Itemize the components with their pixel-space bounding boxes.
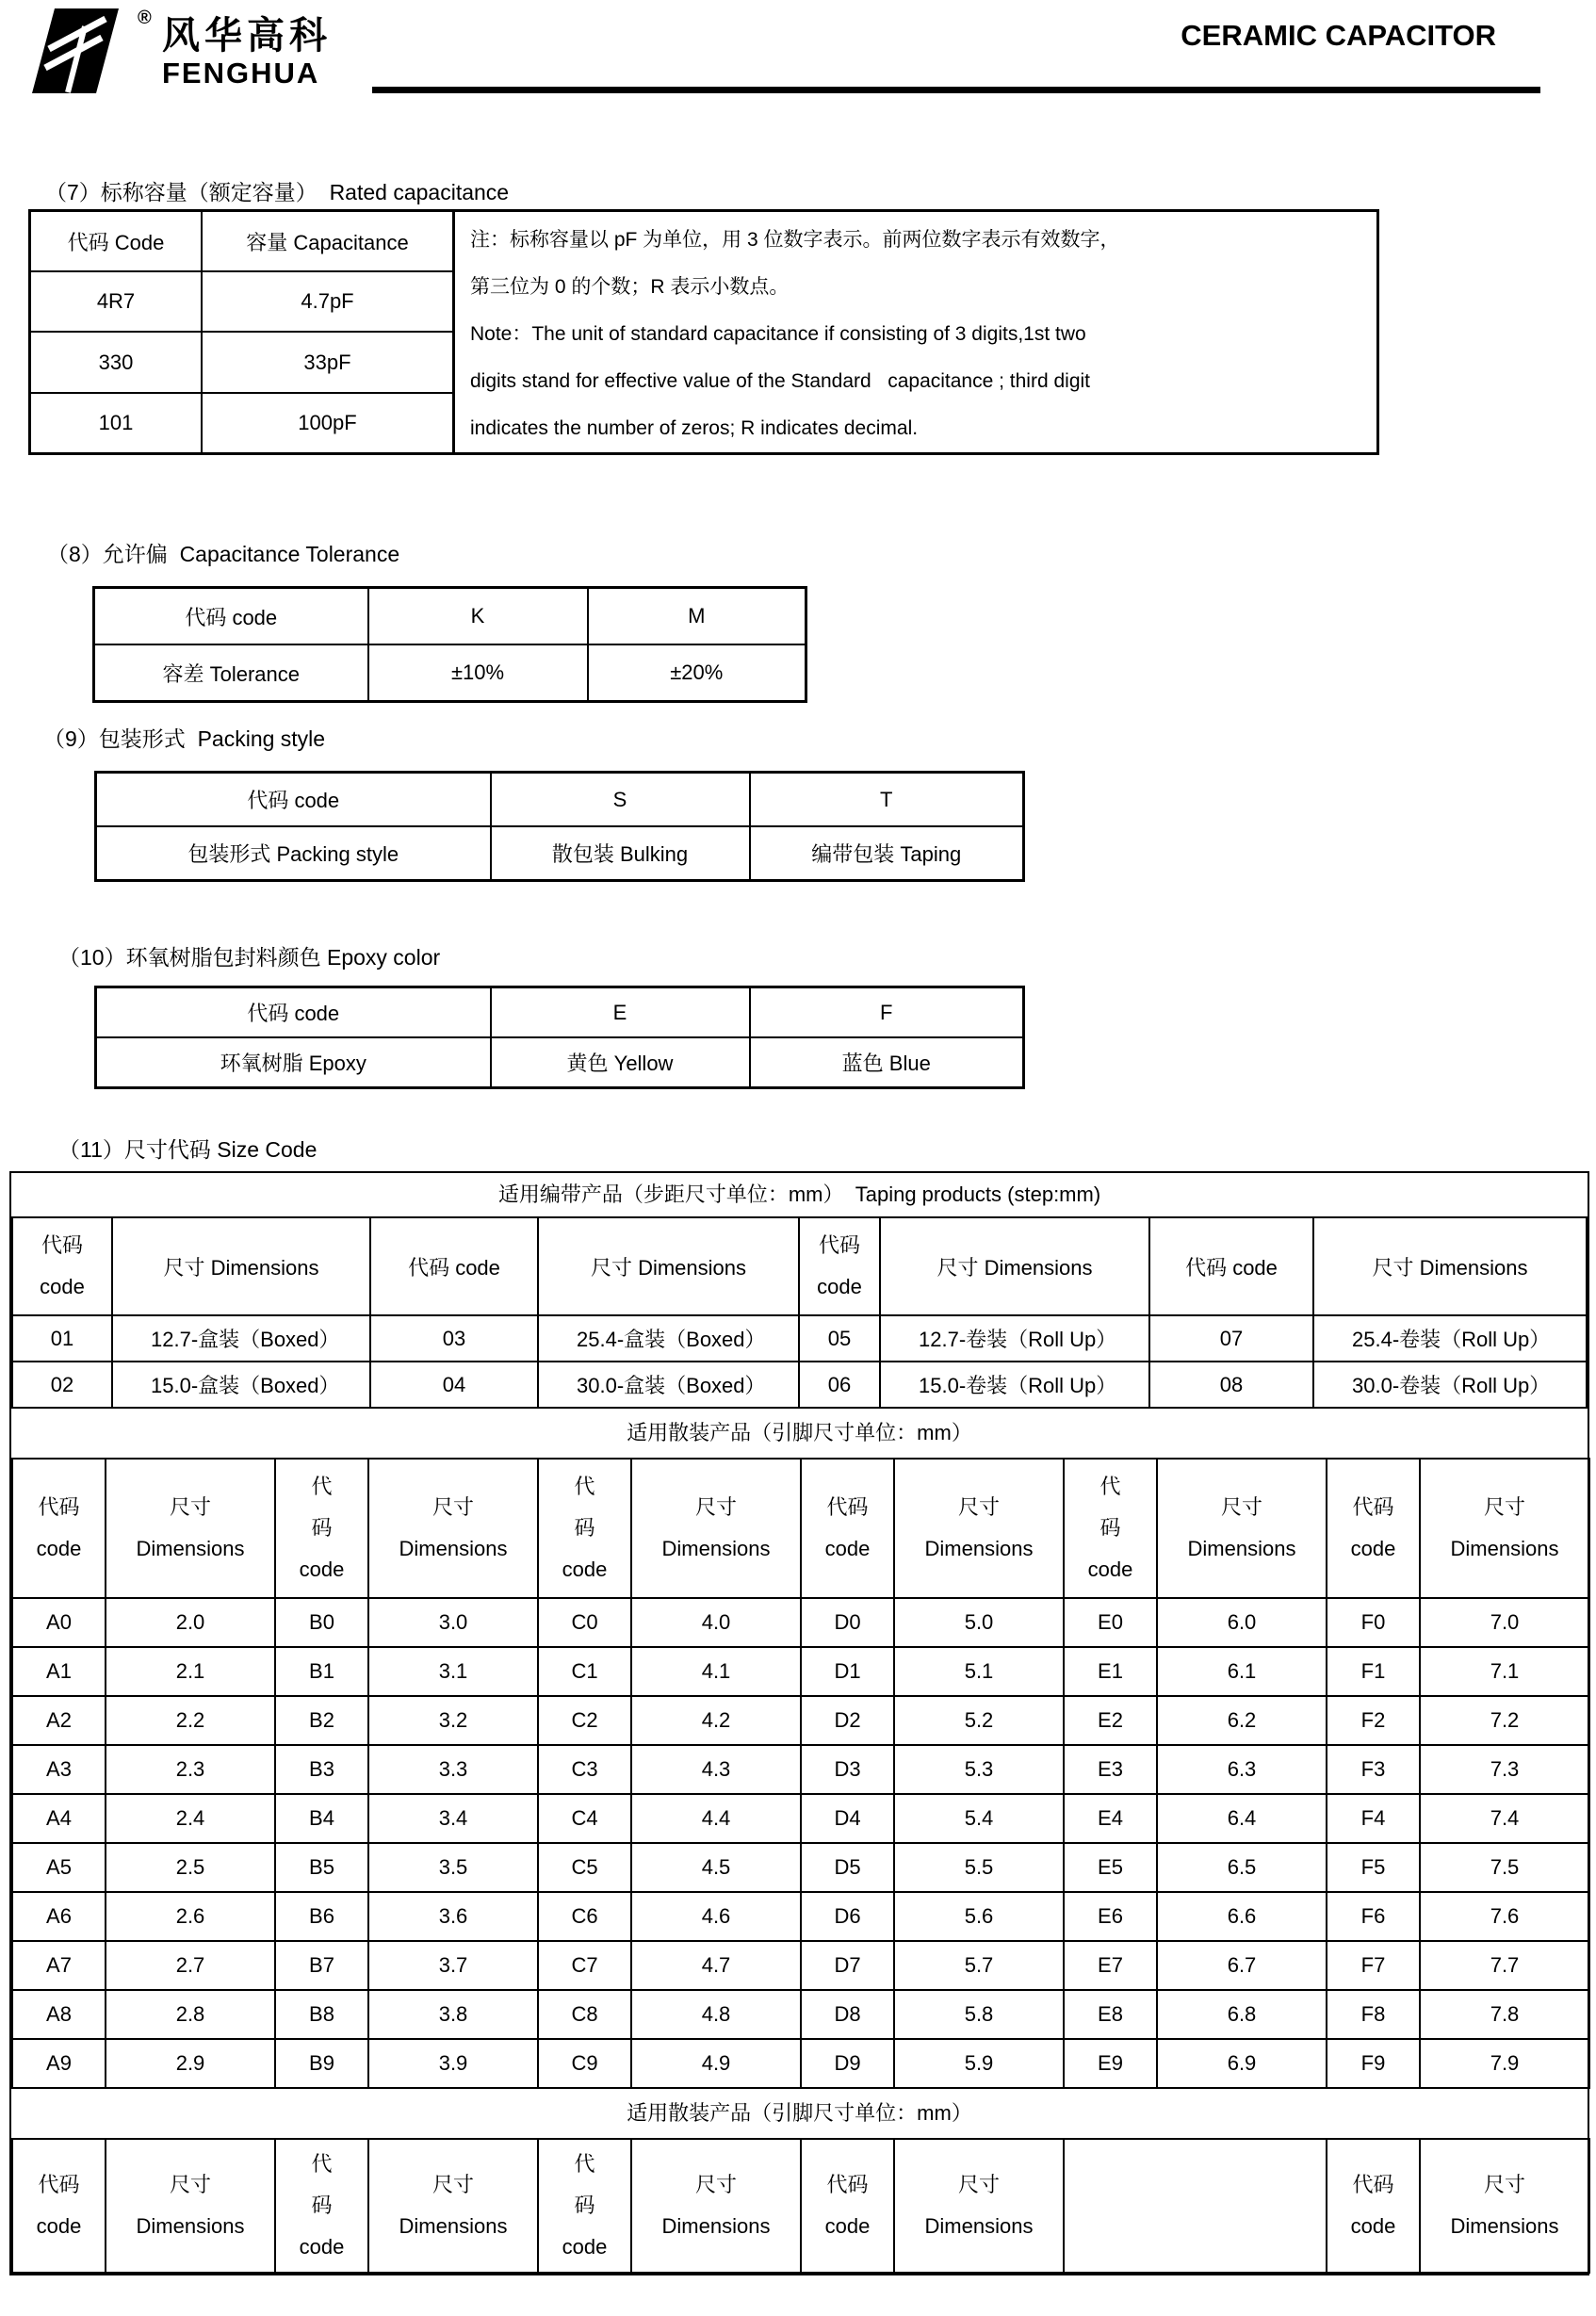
code-cell: 03	[370, 1315, 538, 1362]
code-cell: A1	[12, 1647, 106, 1696]
code-cell: B7	[275, 1941, 368, 1990]
value-cell: 5.1	[894, 1647, 1064, 1696]
code-cell: F4	[1327, 1794, 1420, 1843]
code-cell: D6	[801, 1892, 894, 1941]
value-cell: 12.7-卷装（Roll Up）	[880, 1315, 1149, 1362]
rated-capacitance-table	[28, 209, 455, 455]
code-cell: D8	[801, 1990, 894, 2039]
code-cell: A2	[12, 1696, 106, 1745]
code-cell: C4	[538, 1794, 631, 1843]
code-cell: M	[588, 588, 806, 645]
code-header: 代码 code	[1327, 1459, 1420, 1598]
code-cell: C9	[538, 2039, 631, 2088]
code-cell: D7	[801, 1941, 894, 1990]
dimensions-header: 尺寸 Dimensions	[1157, 1459, 1327, 1598]
code-cell: F3	[1327, 1745, 1420, 1794]
code-cell: 代码 code	[96, 987, 491, 1038]
code-cell: B4	[275, 1794, 368, 1843]
value-cell: 3.2	[368, 1696, 538, 1745]
code-cell: 4R7	[30, 271, 203, 332]
code-cell: F9	[1327, 2039, 1420, 2088]
value-cell: 5.9	[894, 2039, 1064, 2088]
value-cell: 2.4	[106, 1794, 275, 1843]
code-header: 代码 code	[801, 2139, 894, 2273]
value-cell: 4.8	[631, 1990, 801, 2039]
value-cell: 12.7-盒装（Boxed）	[112, 1315, 370, 1362]
code-cell: E1	[1064, 1647, 1157, 1696]
dimensions-header: 尺寸 Dimensions	[631, 2139, 801, 2273]
table-row	[96, 773, 1024, 827]
table-row	[12, 1362, 1587, 1408]
note-line: Note：The unit of standard capacitance if consisting of 3 digits,1st two	[470, 323, 1086, 345]
value-cell: K	[368, 588, 588, 645]
dimensions-header: 尺寸 Dimensions	[368, 2139, 538, 2273]
taping-products-table	[11, 1216, 1588, 1409]
logo-english-name: FENGHUA	[162, 57, 320, 90]
bulk-band-header-2: 适用散装产品（引脚尺寸单位：mm）	[627, 2101, 972, 2125]
code-header: 代 码 code	[1064, 1459, 1157, 1598]
column-header: 容量 Capacitance	[202, 211, 454, 272]
code-cell: T	[750, 773, 1024, 827]
packing-style-table	[94, 771, 1025, 882]
note-line: digits stand for effective value of the Standard capacitance ; third digit	[470, 370, 1091, 392]
value-cell: 3.9	[368, 2039, 538, 2088]
value-cell: S	[491, 773, 750, 827]
value-cell: 2.9	[106, 2039, 275, 2088]
code-cell: 环氧树脂 Epoxy	[96, 1037, 491, 1088]
code-cell: F1	[1327, 1647, 1420, 1696]
code-cell: D3	[801, 1745, 894, 1794]
header-divider	[372, 87, 1540, 93]
size-code-table	[9, 1171, 1589, 2275]
code-cell: B1	[275, 1647, 368, 1696]
code-cell: F2	[1327, 1696, 1420, 1745]
code-cell: C2	[538, 1696, 631, 1745]
code-cell: A6	[12, 1892, 106, 1941]
value-cell: 2.7	[106, 1941, 275, 1990]
empty-cell	[1064, 2139, 1327, 2273]
code-cell: E0	[1064, 1598, 1157, 1647]
code-cell: 包装形式 Packing style	[96, 826, 491, 881]
value-cell: 2.2	[106, 1696, 275, 1745]
value-cell: 6.5	[1157, 1843, 1327, 1892]
code-cell: C7	[538, 1941, 631, 1990]
code-header: 代码 code	[799, 1217, 880, 1315]
value-cell: 3.0	[368, 1598, 538, 1647]
value-cell: E	[491, 987, 750, 1038]
code-cell: D0	[801, 1598, 894, 1647]
code-cell: A8	[12, 1990, 106, 2039]
value-cell: 5.8	[894, 1990, 1064, 2039]
code-cell: E2	[1064, 1696, 1157, 1745]
dimensions-header: 尺寸 Dimensions	[368, 1459, 538, 1598]
value-cell: 7.8	[1420, 1990, 1589, 2039]
value-cell: 6.0	[1157, 1598, 1327, 1647]
code-cell: A3	[12, 1745, 106, 1794]
logo-chinese-name: 风华高科	[162, 15, 332, 57]
value-cell: 6.2	[1157, 1696, 1327, 1745]
value-cell: 25.4-盒装（Boxed）	[538, 1315, 799, 1362]
code-cell: 01	[12, 1315, 112, 1362]
code-cell: E4	[1064, 1794, 1157, 1843]
value-cell: 5.4	[894, 1794, 1064, 1843]
value-cell: 4.2	[631, 1696, 801, 1745]
value-cell: 2.8	[106, 1990, 275, 2039]
table-row	[12, 1941, 1589, 1990]
code-cell: F7	[1327, 1941, 1420, 1990]
value-cell: 25.4-卷装（Roll Up）	[1313, 1315, 1587, 1362]
table-row	[96, 826, 1024, 881]
code-header: 代码 code	[12, 1217, 112, 1315]
dimensions-header: 尺寸 Dimensions	[880, 1217, 1149, 1315]
code-cell: 代码 code	[96, 773, 491, 827]
value-cell: 5.6	[894, 1892, 1064, 1941]
dimensions-header: 尺寸 Dimensions	[112, 1217, 370, 1315]
table-row	[30, 332, 454, 392]
code-cell: C0	[538, 1598, 631, 1647]
code-cell: E9	[1064, 2039, 1157, 2088]
code-cell: B8	[275, 1990, 368, 2039]
value-cell: 7.1	[1420, 1647, 1589, 1696]
code-cell: C3	[538, 1745, 631, 1794]
value-cell: 5.2	[894, 1696, 1064, 1745]
dimensions-header: 尺寸 Dimensions	[106, 1459, 275, 1598]
code-cell: 蓝色 Blue	[750, 1037, 1024, 1088]
code-cell: E8	[1064, 1990, 1157, 2039]
fenghua-logo-icon	[26, 6, 152, 96]
dimensions-header: 尺寸 Dimensions	[1420, 1459, 1589, 1598]
code-cell: D4	[801, 1794, 894, 1843]
code-cell: 代码 code	[94, 588, 368, 645]
value-cell: 4.1	[631, 1647, 801, 1696]
code-cell: B6	[275, 1892, 368, 1941]
section10-title: （10）环氧树脂包封料颜色 Epoxy color	[58, 945, 441, 970]
value-cell: 4.9	[631, 2039, 801, 2088]
table-row	[12, 1745, 1589, 1794]
value-cell: 7.6	[1420, 1892, 1589, 1941]
table-row	[30, 393, 454, 454]
value-cell: 4.5	[631, 1843, 801, 1892]
value-cell: 3.7	[368, 1941, 538, 1990]
value-cell: 7.9	[1420, 2039, 1589, 2088]
value-cell: 2.6	[106, 1892, 275, 1941]
code-cell: F5	[1327, 1843, 1420, 1892]
section7-title: （7）标称容量（额定容量） Rated capacitance	[45, 180, 510, 204]
code-cell: C6	[538, 1892, 631, 1941]
value-cell: 7.0	[1420, 1598, 1589, 1647]
code-cell: B0	[275, 1598, 368, 1647]
code-cell: A9	[12, 2039, 106, 2088]
code-cell: B5	[275, 1843, 368, 1892]
code-cell: 07	[1149, 1315, 1313, 1362]
value-cell: 6.9	[1157, 2039, 1327, 2088]
value-cell: 2.1	[106, 1647, 275, 1696]
code-cell: A5	[12, 1843, 106, 1892]
value-cell: 6.3	[1157, 1745, 1327, 1794]
value-cell: 6.8	[1157, 1990, 1327, 2039]
code-cell: 02	[12, 1362, 112, 1408]
code-cell: D9	[801, 2039, 894, 2088]
value-cell: 5.3	[894, 1745, 1064, 1794]
code-header: 代码 code	[12, 1459, 106, 1598]
dimensions-header: 尺寸 Dimensions	[631, 1459, 801, 1598]
column-header: 代码 Code	[30, 211, 203, 272]
code-cell: 容差 Tolerance	[94, 644, 368, 702]
value-cell: 15.0-盒装（Boxed）	[112, 1362, 370, 1408]
value-cell: 3.8	[368, 1990, 538, 2039]
value-cell: 5.7	[894, 1941, 1064, 1990]
table-row	[30, 211, 454, 272]
note-line: indicates the number of zeros; R indicates decimal.	[470, 417, 919, 439]
code-header: 代码 code	[12, 2139, 106, 2273]
code-header: 代 码 code	[275, 2139, 368, 2273]
table-row	[94, 588, 806, 645]
table-row	[12, 1647, 1589, 1696]
code-cell: 08	[1149, 1362, 1313, 1408]
code-cell: E3	[1064, 1745, 1157, 1794]
code-header: 代码 code	[1149, 1217, 1313, 1315]
registered-mark: ®	[138, 8, 152, 28]
code-cell: D2	[801, 1696, 894, 1745]
table-row	[12, 1315, 1587, 1362]
value-cell: 7.7	[1420, 1941, 1589, 1990]
value-cell: 33pF	[202, 332, 454, 392]
header-row	[12, 1459, 1589, 1598]
value-cell: 7.2	[1420, 1696, 1589, 1745]
bulk-band-header: 适用散装产品（引脚尺寸单位：mm）	[627, 1421, 972, 1444]
code-cell: C5	[538, 1843, 631, 1892]
code-header: 代 码 code	[275, 1459, 368, 1598]
code-cell: 05	[799, 1315, 880, 1362]
table-row	[12, 1696, 1589, 1745]
code-cell: F6	[1327, 1892, 1420, 1941]
code-cell: B3	[275, 1745, 368, 1794]
page-title: CERAMIC CAPACITOR	[1181, 19, 1496, 52]
value-cell: 散包装 Bulking	[491, 826, 750, 881]
code-cell: 04	[370, 1362, 538, 1408]
code-cell: E6	[1064, 1892, 1157, 1941]
table-row	[12, 2039, 1589, 2088]
value-cell: 3.4	[368, 1794, 538, 1843]
table-row	[30, 271, 454, 332]
code-header: 代码 code	[1327, 2139, 1420, 2273]
rated-capacitance-block	[28, 209, 1379, 455]
table-row	[96, 987, 1024, 1038]
value-cell: 7.5	[1420, 1843, 1589, 1892]
value-cell: 4.7pF	[202, 271, 454, 332]
code-header: 代 码 code	[538, 2139, 631, 2273]
value-cell: 7.3	[1420, 1745, 1589, 1794]
dimensions-header: 尺寸 Dimensions	[106, 2139, 275, 2273]
value-cell: 4.3	[631, 1745, 801, 1794]
value-cell: 6.6	[1157, 1892, 1327, 1941]
value-cell: 2.5	[106, 1843, 275, 1892]
code-cell: D5	[801, 1843, 894, 1892]
code-cell: 06	[799, 1362, 880, 1408]
code-header: 代码 code	[370, 1217, 538, 1315]
epoxy-color-table	[94, 986, 1025, 1089]
value-cell: 5.5	[894, 1843, 1064, 1892]
code-cell: D1	[801, 1647, 894, 1696]
code-cell: ±20%	[588, 644, 806, 702]
value-cell: 15.0-卷装（Roll Up）	[880, 1362, 1149, 1408]
code-cell: C1	[538, 1647, 631, 1696]
code-cell: E7	[1064, 1941, 1157, 1990]
value-cell: 3.1	[368, 1647, 538, 1696]
value-cell: 30.0-盒装（Boxed）	[538, 1362, 799, 1408]
value-cell: 黄色 Yellow	[491, 1037, 750, 1088]
section9-title: （9）包装形式 Packing style	[43, 726, 326, 751]
code-header: 代 码 code	[538, 1459, 631, 1598]
value-cell: 3.6	[368, 1892, 538, 1941]
value-cell: 30.0-卷装（Roll Up）	[1313, 1362, 1587, 1408]
table-row	[96, 1037, 1024, 1088]
value-cell: 4.0	[631, 1598, 801, 1647]
dimensions-header: 尺寸 Dimensions	[538, 1217, 799, 1315]
table-row	[12, 1990, 1589, 2039]
value-cell: 6.4	[1157, 1794, 1327, 1843]
table-row	[12, 1598, 1589, 1647]
value-cell: 4.4	[631, 1794, 801, 1843]
taping-band-header: 适用编带产品（步距尺寸单位：mm） Taping products (step:mm)	[497, 1182, 1101, 1206]
header-row	[12, 1217, 1587, 1315]
note-line: 第三位为 0 的个数；R 表示小数点。	[470, 276, 790, 298]
capacitance-note-box	[455, 209, 1379, 455]
value-cell: 3.3	[368, 1745, 538, 1794]
dimensions-header: 尺寸 Dimensions	[894, 2139, 1064, 2273]
code-cell: C8	[538, 1990, 631, 2039]
table-row	[12, 1794, 1589, 1843]
code-cell: F	[750, 987, 1024, 1038]
table-row	[94, 644, 806, 702]
value-cell: ±10%	[368, 644, 588, 702]
bulk-products-table	[11, 1458, 1590, 2089]
section11-title: （11）尺寸代码 Size Code	[58, 1137, 318, 1162]
code-cell: A4	[12, 1794, 106, 1843]
dimensions-header: 尺寸 Dimensions	[1313, 1217, 1587, 1315]
code-header: 代码 code	[801, 1459, 894, 1598]
value-cell: 100pF	[202, 393, 454, 454]
tolerance-table	[92, 586, 807, 703]
value-cell: 2.3	[106, 1745, 275, 1794]
section8-title: （8）允许偏 Capacitance Tolerance	[47, 542, 400, 566]
code-cell: B2	[275, 1696, 368, 1745]
code-cell: A7	[12, 1941, 106, 1990]
code-cell: F0	[1327, 1598, 1420, 1647]
value-cell: 5.0	[894, 1598, 1064, 1647]
value-cell: 2.0	[106, 1598, 275, 1647]
value-cell: 3.5	[368, 1843, 538, 1892]
code-cell: 330	[30, 332, 203, 392]
value-cell: 6.7	[1157, 1941, 1327, 1990]
value-cell: 6.1	[1157, 1647, 1327, 1696]
code-cell: F8	[1327, 1990, 1420, 2039]
fenghua-logo	[26, 6, 332, 96]
code-cell: E5	[1064, 1843, 1157, 1892]
code-cell: 编带包装 Taping	[750, 826, 1024, 881]
header-row	[12, 2139, 1589, 2273]
code-cell: B9	[275, 2039, 368, 2088]
note-line: 注：标称容量以 pF 为单位，用 3 位数字表示。前两位数字表示有效数字，	[470, 229, 1120, 251]
table-row	[12, 1892, 1589, 1941]
dimensions-header: 尺寸 Dimensions	[894, 1459, 1064, 1598]
dimensions-header: 尺寸 Dimensions	[1420, 2139, 1589, 2273]
bulk-products-table-continued	[11, 2138, 1590, 2274]
code-cell: A0	[12, 1598, 106, 1647]
value-cell: 4.6	[631, 1892, 801, 1941]
value-cell: 7.4	[1420, 1794, 1589, 1843]
table-row	[12, 1843, 1589, 1892]
code-cell: 101	[30, 393, 203, 454]
value-cell: 4.7	[631, 1941, 801, 1990]
